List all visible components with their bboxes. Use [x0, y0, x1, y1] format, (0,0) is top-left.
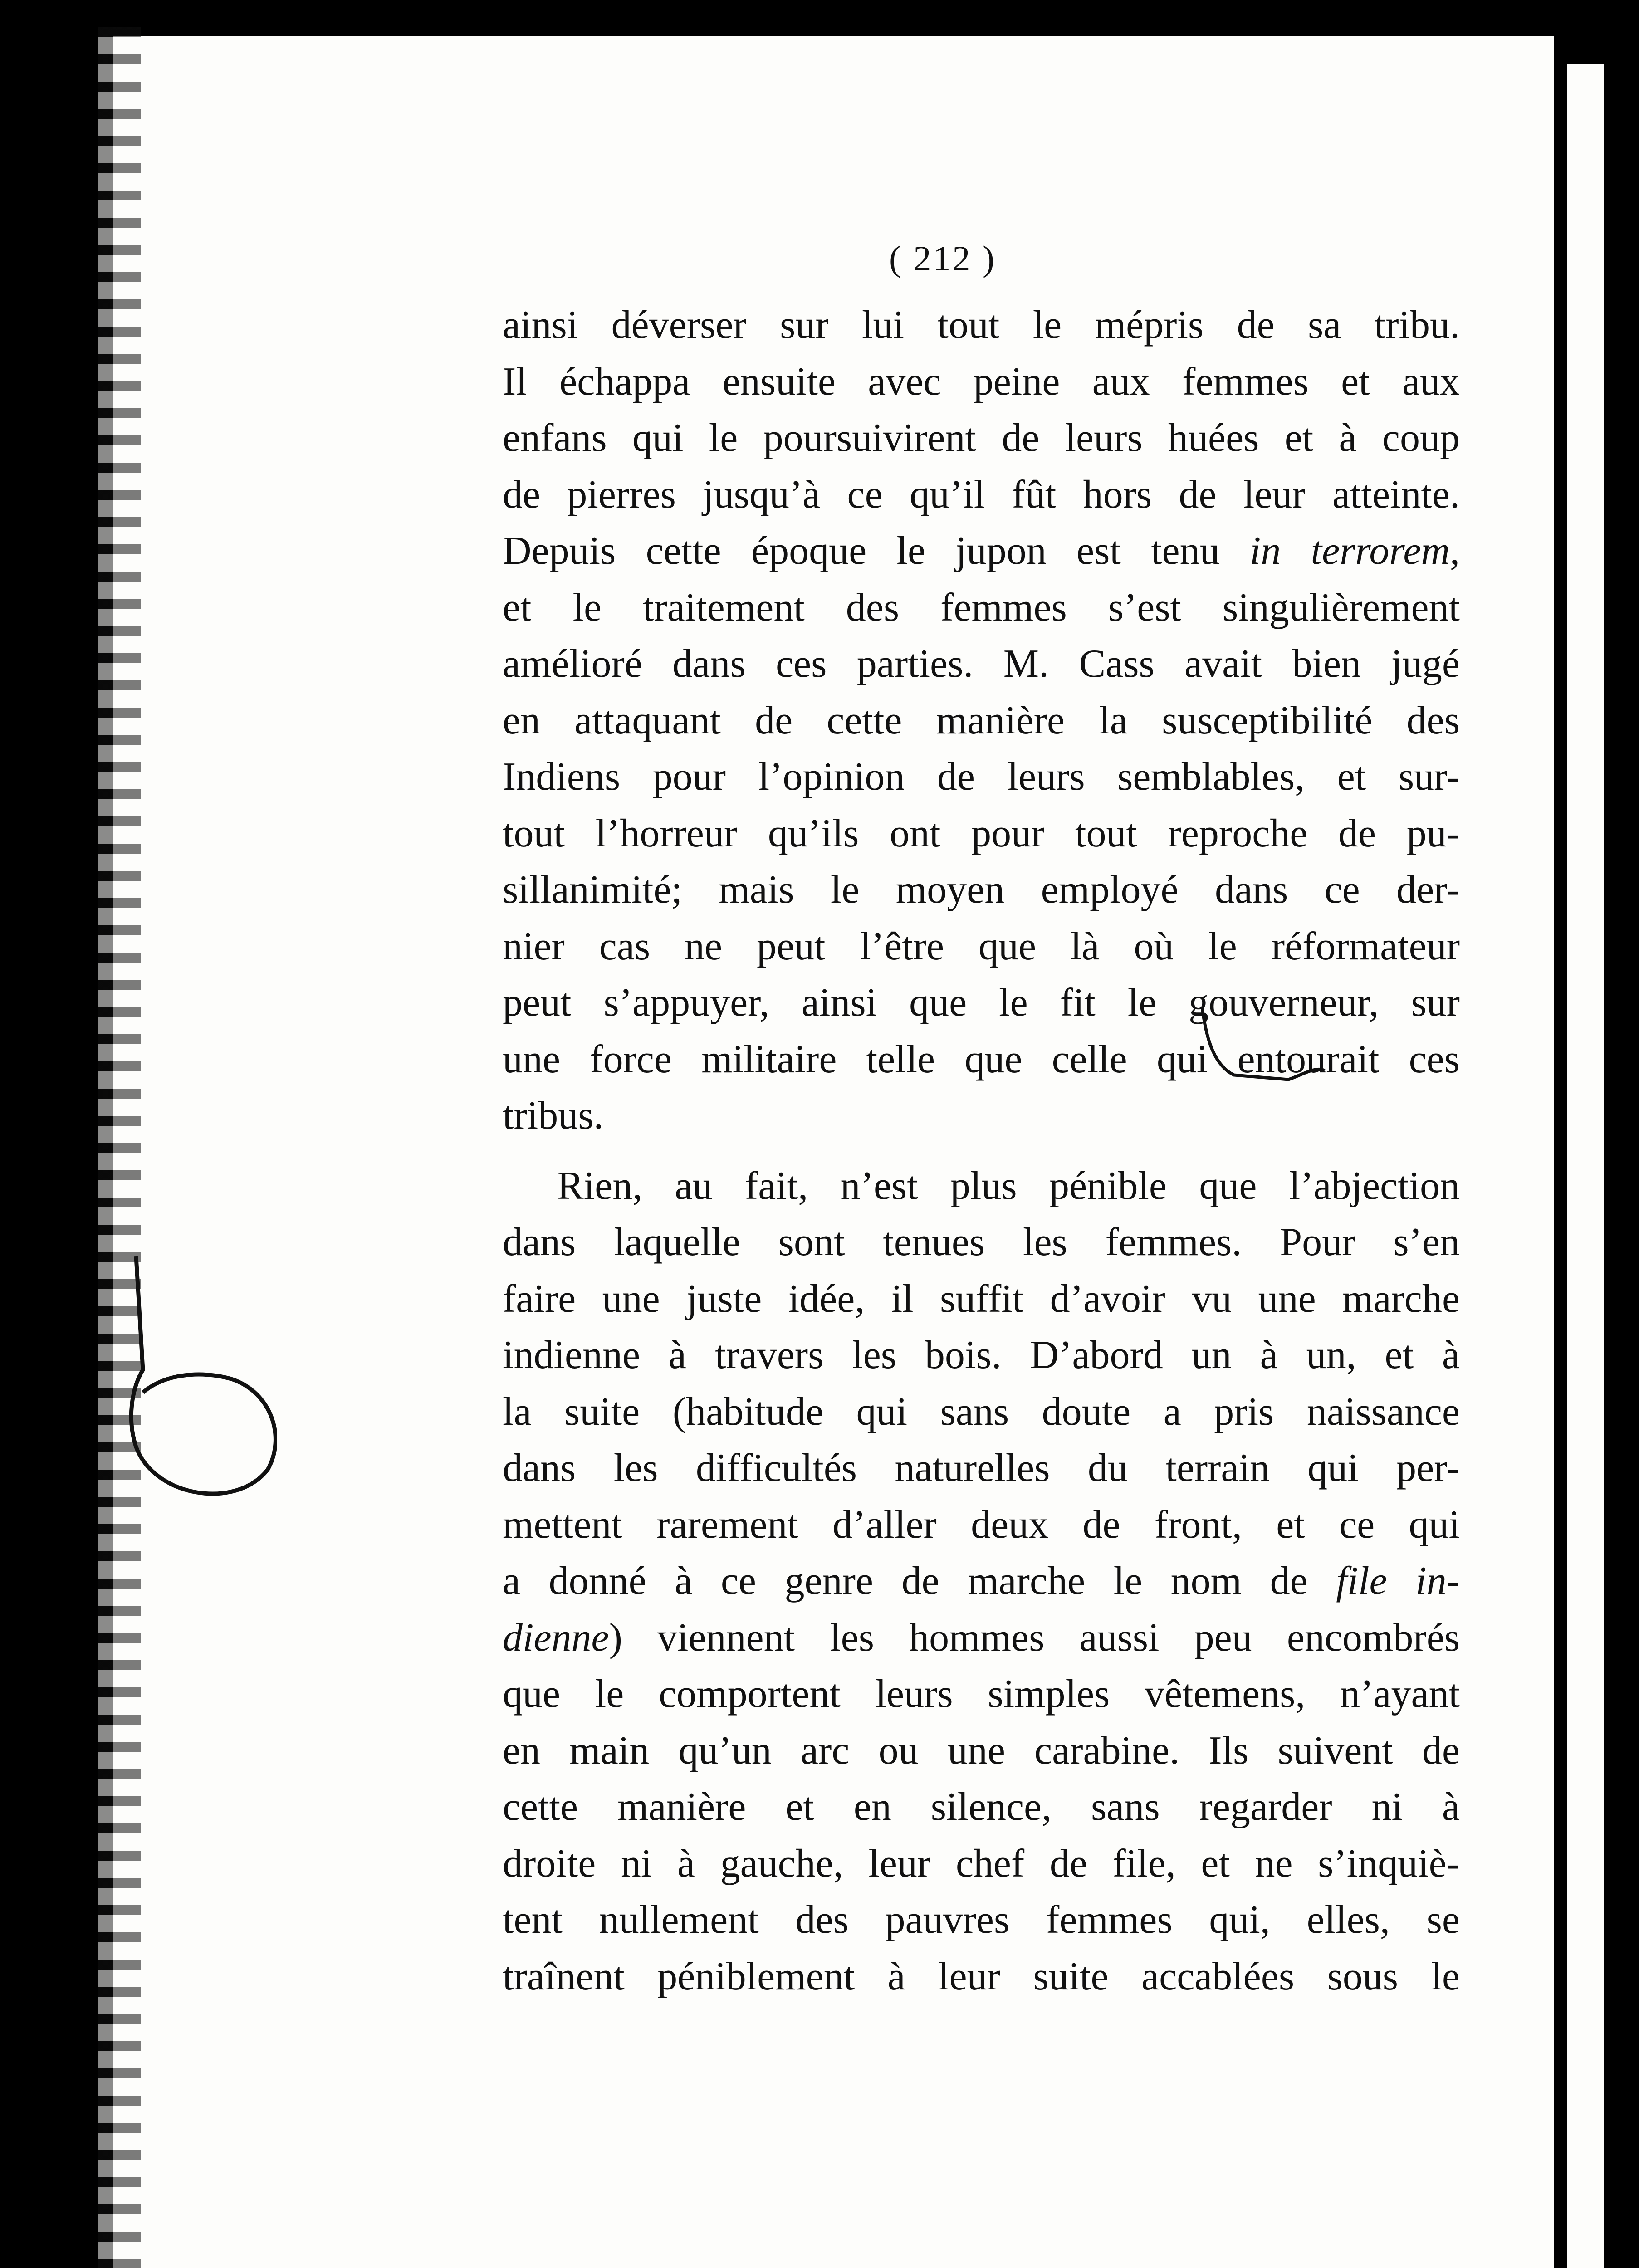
- text-line: [503, 523, 1460, 580]
- body-text: [503, 297, 1460, 2005]
- text-line: que le comportent leurs simples vêtemens, n’ayant: [503, 1672, 1460, 1716]
- text-line: nier cas ne peut l’être que là où le réformateur: [503, 924, 1460, 968]
- text-line: amélioré dans ces parties. M. Cass avait bien jugé: [503, 642, 1460, 686]
- text-line: dans les difficultés naturelles du terrain qui per-: [503, 1446, 1460, 1490]
- text-line: faire une juste idée, il suffit d’avoir vu une marche: [503, 1276, 1460, 1321]
- text-line: [503, 1553, 1460, 1610]
- text-line: tent nullement des pauvres femmes qui, elles, se: [503, 1898, 1460, 1942]
- page-number: ( 212 ): [889, 239, 996, 278]
- text-line: en main qu’un arc ou une carabine. Ils suivent de: [503, 1728, 1460, 1773]
- punctuation: ,: [1450, 529, 1460, 573]
- text-line: Indiens pour l’opinion de leurs semblables, et sur-: [503, 755, 1460, 799]
- text-line: mettent rarement d’aller deux de front, et ce qui: [503, 1502, 1460, 1547]
- text-line: enfans qui le poursuivirent de leurs huées et à coup: [503, 416, 1460, 460]
- text-line: Rien, au fait, n’est plus pénible que l’abjection: [557, 1163, 1460, 1208]
- handdrawn-circle-mark: [122, 1256, 277, 1510]
- page-spine-shadow: [98, 27, 141, 2268]
- text-line: indienne à travers les bois. D’abord un à un, et à: [503, 1333, 1460, 1377]
- italic-phrase: file in-: [1336, 1559, 1460, 1603]
- text-line: une force militaire telle que celle qui entourait ces: [503, 1037, 1460, 1081]
- italic-phrase: in terrorem: [1249, 529, 1450, 573]
- text-line: de pierres jusqu’à ce qu’il fût hors de leur atteinte.: [503, 472, 1460, 517]
- text-line: en attaquant de cette manière la susceptibilité des: [503, 698, 1460, 743]
- text-segment: ) viennent les hommes aussi peu encombrés: [609, 1615, 1460, 1660]
- text-line: droite ni à gauche, leur chef de file, et ne s’inquiè-: [503, 1841, 1460, 1886]
- text-line: traînent péniblement à leur suite accablées sous le: [503, 1954, 1460, 1999]
- text-segment: a donné à ce genre de marche le nom de: [503, 1559, 1336, 1603]
- paragraph-gap: [503, 1144, 1460, 1158]
- text-line: tribus.: [503, 1094, 604, 1138]
- text-line: tout l’horreur qu’ils ont pour tout reproche de pu-: [503, 811, 1460, 855]
- text-line: peut s’appuyer, ainsi que le fit le gouverneur, sur: [503, 981, 1460, 1025]
- text-line: cette manière et en silence, sans regarder ni à: [503, 1785, 1460, 1829]
- text-line: sillanimité; mais le moyen employé dans ce der-: [503, 868, 1460, 912]
- text-line: dans laquelle sont tenues les femmes. Pour s’en: [503, 1220, 1460, 1264]
- text-line: Il échappa ensuite avec peine aux femmes et aux: [503, 359, 1460, 404]
- text-line: et le traitement des femmes s’est singulièrement: [503, 585, 1460, 630]
- text-segment: Depuis cette époque le jupon est tenu: [503, 529, 1250, 573]
- next-page-edge: [1567, 64, 1604, 2268]
- text-line: la suite (habitude qui sans doute a pris naissance: [503, 1389, 1460, 1434]
- italic-phrase: dienne: [503, 1615, 609, 1660]
- ink-scribble-mark: [1198, 1007, 1329, 1139]
- text-line: [503, 1610, 1460, 1667]
- text-line: ainsi déverser sur lui tout le mépris de sa tribu.: [503, 303, 1460, 347]
